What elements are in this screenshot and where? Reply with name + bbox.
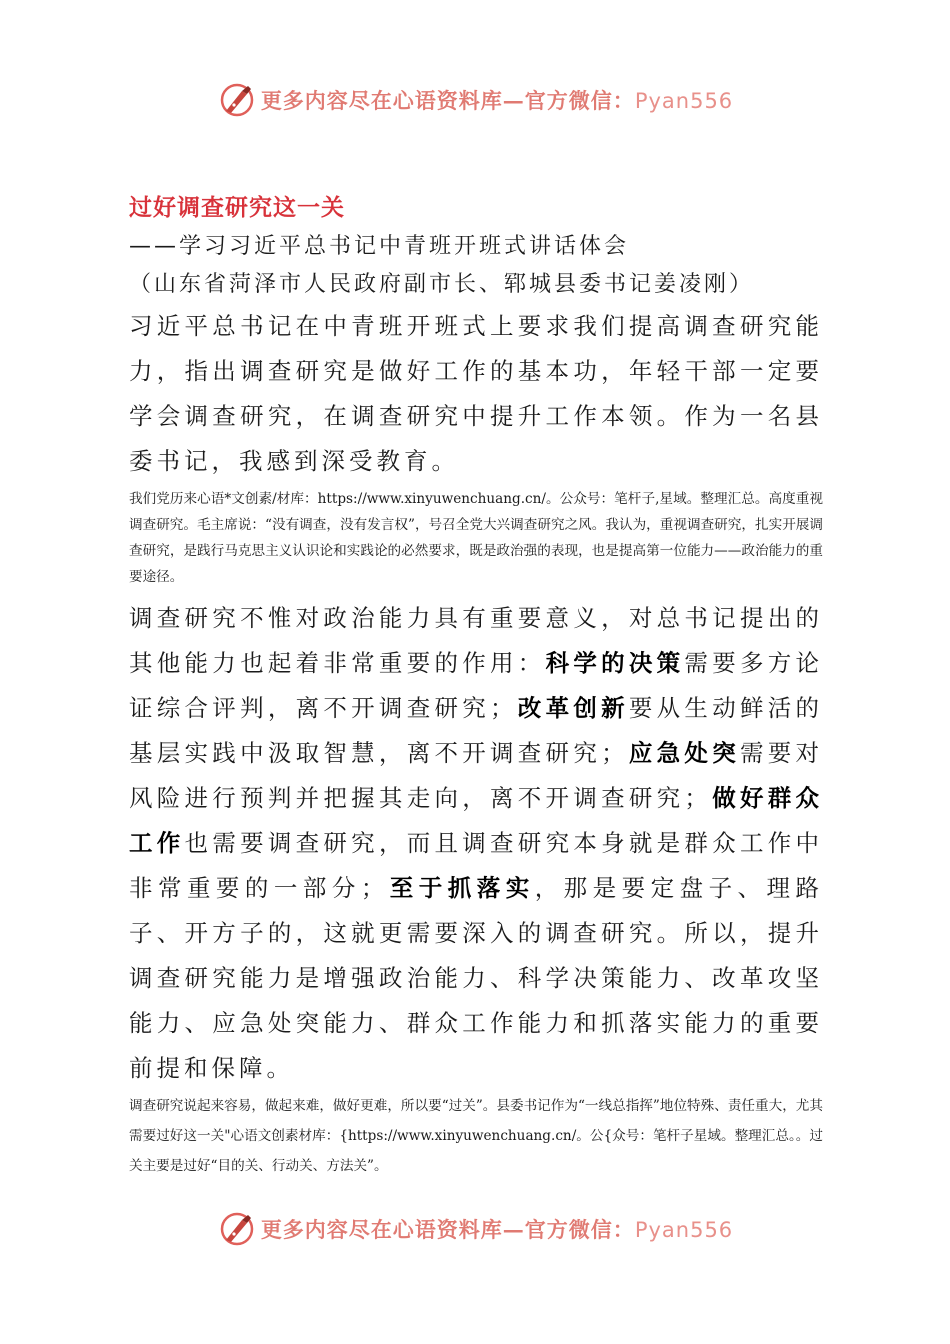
watermark-banner-bottom	[0, 1209, 950, 1249]
paragraph-3: 调查研究不惟对政治能力具有重要意义，对总书记提出的其他能力也起着非常重要的作用：科学的决策需要多方论证综合评判，离不开调查研究；改革创新要从生动鲜活的基层实践中汲取智慧，离不开调查研究；应急处突需要对风险进行预判并把握其走向，离不开调查研究；做好群众工作也需要调查研究，而且调查研究本身就是群众工作中非常重要的一部分；至于抓落实，那是要定盘子、理路子、开方子的，这就更需要深入的调查研究。所以，提升调查研究能力是增强政治能力、科学决策能力、改革攻坚能力、应急处突能力、群众工作能力和抓落实能力的重要前提和保障。	[129, 604, 824, 1082]
pen-nib-circle-icon	[217, 80, 257, 120]
wechat-id: Pyan556	[634, 1218, 734, 1242]
watermark-banner-top	[0, 80, 950, 120]
watermark-text: 更多内容尽在心语资料库—官方微信：Pyan556	[260, 1217, 734, 1242]
paragraph-1: 习近平总书记在中青班开班式上要求我们提高调查研究能力，指出调查研究是做好工作的基本功，年轻干部一定要学会调查研究，在调查研究中提升工作本领。作为一名县委书记，我感到深受教育。	[129, 312, 823, 475]
keyword-implementation: 至于抓落实	[388, 874, 535, 902]
article-subtitle: ——学习习近平总书记中青班开班式讲话体会	[129, 234, 630, 259]
pen-nib-circle-icon	[217, 1209, 257, 1249]
watermark-text: 更多内容尽在心语资料库—官方微信：Pyan556	[260, 88, 734, 113]
paragraph-2: 我们党历来心语*文创素/材库：https://www.xinyuwenchuang.cn/。公众号：笔杆子,星域。整理汇总。高度重视调查研究。毛主席说：“没有调查，没有发言权”，号召全党大兴调查研究之风。我认为，重视调查研究，扎实开展调查研究，是践行马克思主义认识论和实践论的必然要求，既是政治强的表现，也是提高第一位能力——政治能力的重要途径。	[129, 491, 823, 585]
keyword-decision: 科学的决策	[545, 649, 685, 677]
paragraph-4: 调查研究说起来容易，做起来难，做好更难，所以要“过关”。县委书记作为“一线总指挥”地位特殊、责任重大，尤其需要过好这一关"心语文创素材库：{https://www.xinyuwenchuang.cn/。公{众号：笔杆子星域。整理汇总。。过关主要是过好“目的关、行动关、方法关”。	[129, 1098, 823, 1174]
article-title: 过好调查研究这一关	[129, 194, 345, 221]
article-author: （山东省菏泽市人民政府副市长、郓城县委书记姜凌刚）	[129, 272, 755, 297]
article-body	[129, 188, 823, 1181]
keyword-emergency: 应急处突	[628, 739, 740, 767]
wechat-id: Pyan556	[634, 89, 734, 113]
keyword-mass-work: 做好群众工作	[129, 784, 824, 857]
keyword-reform: 改革创新	[517, 694, 629, 722]
